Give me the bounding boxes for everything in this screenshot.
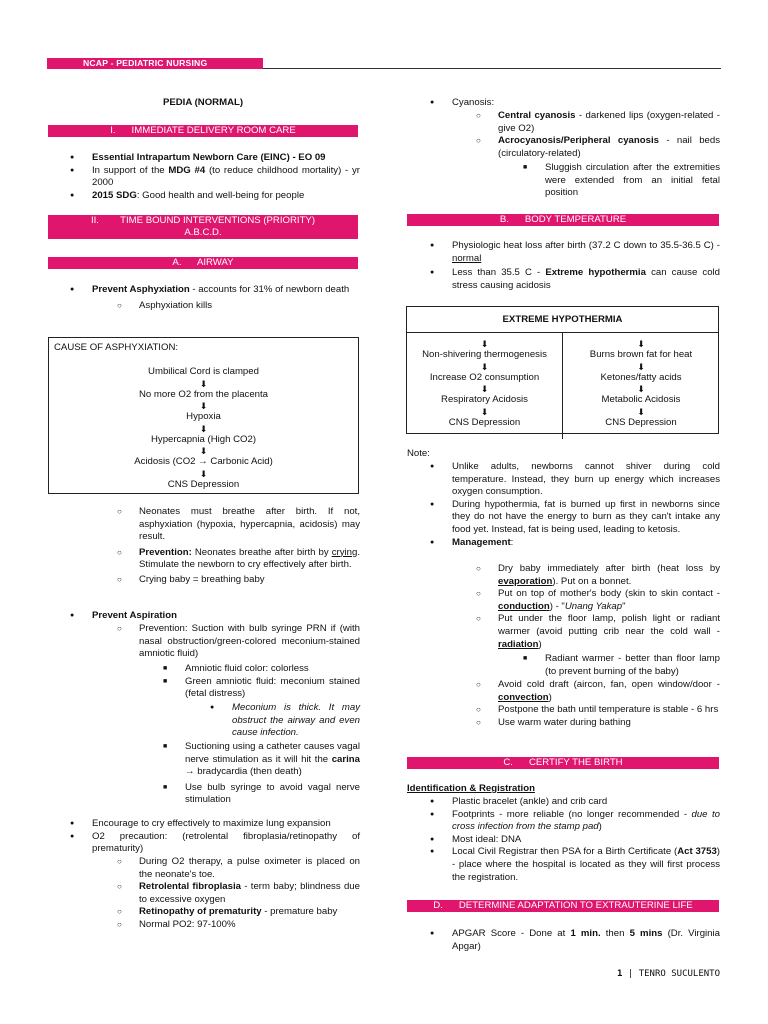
flow [49, 366, 358, 492]
list-item-text: Neonates breathe after birth by [191, 546, 332, 558]
down-arrow-icon: ⬇ [480, 406, 489, 417]
aspiration-list [92, 610, 360, 623]
list-item [139, 881, 360, 906]
list-item [498, 563, 720, 588]
neonate-list [139, 506, 360, 587]
list-item: ○ Use warm water during bathing [498, 717, 720, 730]
list-item: ■ Sluggish circulation after the extremities were extended from an initial fetal position [545, 162, 720, 200]
down-arrow-icon: ⬇ [637, 361, 645, 372]
page-title: PEDIA (NORMAL) [162, 97, 244, 108]
list-item [92, 610, 360, 623]
list-item-text: In support of the [92, 164, 169, 176]
list-item-text: - term baby; blindness due to excessive oxygen [139, 881, 360, 905]
list-item: ■ Radiant warmer - better than floor lamp (to prevent burning of the baby) [545, 653, 720, 678]
box-title: CAUSE OF ASPHYXIATION: [54, 342, 179, 353]
list-item-text: . Stimulate the newborn to cry effectively after birth. [139, 546, 360, 571]
list-item-text: Put under the floor lamp, polish light or radiant warmer (avoid putting crib near the cold wall - [498, 613, 720, 637]
list-item [92, 284, 360, 297]
list-item-underline: crying [331, 546, 358, 558]
list-item-text: ) [598, 821, 602, 833]
down-arrow-icon: ⬇ [199, 378, 208, 389]
list-item [498, 135, 720, 160]
list-item: ■ Amniotic fluid color: colorless [185, 663, 360, 676]
list-item-text: ) [538, 638, 542, 650]
list-item-text: (to reduce childhood mortality) - yr 2000 [92, 164, 360, 189]
list-item-text: Local Civil Registrar then PSA for a Birth Certificate ( [452, 846, 678, 858]
asphyxiation-list [92, 284, 360, 312]
note-list [452, 461, 720, 549]
section-heading-time-bound [48, 215, 358, 239]
flow-step: No more O2 from the placenta [138, 388, 269, 400]
list-item-bold: Prevent Aspiration [92, 610, 177, 621]
list-item [498, 588, 720, 613]
list-item-text: Put on top of mother's body (skin to skin contact - [498, 588, 720, 600]
flow-step: Acidosis (CO2 → Carbonic Acid) [134, 456, 273, 468]
list-item: ● Meconium is thick. It may obstruct the airway and even cause infection. [232, 702, 360, 740]
list-item: ● Most ideal: DNA [452, 834, 720, 847]
section-heading-text: B. BODY TEMPERATURE [499, 214, 627, 225]
list-item-bold: Acrocyanosis/Peripheral cyanosis [498, 135, 659, 147]
list-item: ○ Prevention: Suction with bulb syringe PRN if (with nasal obstruction/green-colored meconium-stained amniotic fluid) [139, 623, 360, 661]
list-item-text: (Dr. Virginia Apgar) [452, 928, 720, 952]
down-arrow-icon: ⬇ [637, 406, 645, 417]
section-heading-immediate-care [48, 125, 358, 137]
header-bar [47, 58, 263, 69]
down-arrow-icon: ⬇ [199, 446, 208, 457]
extreme-hypothermia-table [406, 306, 719, 434]
table-cell: Respiratory Acidosis [441, 394, 528, 406]
section-heading-text: A. AIRWAY [172, 257, 234, 268]
list-item: ● Unlike adults, newborns cannot shiver during cold temperature. Instead, they burn up energy which increases oxygen consumption. [452, 461, 720, 499]
identification-list [452, 796, 720, 884]
list-item-text: Footprints - more reliable (no longer recommended - [452, 808, 692, 820]
list-item: ○ During O2 therapy, a pulse oximeter is placed on the neonate's toe. [139, 856, 360, 881]
down-arrow-icon: ⬇ [199, 468, 208, 479]
einc-list [92, 152, 360, 202]
down-arrow-icon: ⬇ [637, 339, 645, 349]
list-item-text: APGAR Score - Done at [452, 928, 571, 939]
list-item-text: Avoid cold draft (aircon, fan, open window/door - [498, 679, 720, 690]
down-arrow-icon: ⬇ [199, 401, 208, 412]
o2-list [92, 818, 360, 856]
section-heading-airway [48, 257, 358, 269]
amniotic-sublist [185, 663, 360, 701]
list-item-underline: conduction [498, 600, 550, 612]
list-item [452, 537, 720, 550]
flow-step: Hypoxia [186, 411, 221, 423]
section-heading-text: D. DETERMINE ADAPTATION TO EXTRAUTERINE LIFE [433, 900, 693, 911]
list-item-text: then [600, 928, 630, 939]
list-item: ● During hypothermia, fat is burned up first in newborns since they do not have the energy to burn as they can't intake any food yet. Instead, fat is being used, leading to ketosis. [452, 499, 720, 537]
table-cell: Burns brown fat for heat [589, 349, 693, 360]
cyanosis-list [452, 97, 720, 110]
flow-step: Umbilical Cord is clamped [148, 366, 259, 377]
down-arrow-icon: ⬇ [480, 384, 489, 395]
table-column-left [407, 333, 562, 439]
table-column-right [562, 333, 719, 439]
list-item-text: - nail beds (circulatory-related) [498, 135, 720, 159]
list-item-bold: MDG #4 [168, 164, 206, 176]
list-item-underline: radiation [498, 638, 539, 650]
list-item [92, 165, 360, 190]
list-item-italic: Unang Yakap [564, 600, 623, 612]
section-heading-adaptation [407, 900, 719, 912]
section-heading-text: II. TIME BOUND INTERVENTIONS (PRIORITY) [90, 215, 316, 226]
list-item [452, 240, 720, 265]
list-item-underline: convection [498, 691, 549, 703]
list-item-bold: Central cyanosis [498, 110, 576, 121]
identification-title [407, 783, 535, 796]
section-heading-text: C. CERTIFY THE BIRTH [503, 757, 623, 768]
list-item [498, 613, 720, 651]
sluggish-note [545, 162, 720, 200]
table-cell: CNS Depression [448, 416, 521, 428]
section-heading-certify-birth [407, 757, 719, 769]
list-item-bold: Retinopathy of prematurity [139, 906, 262, 918]
list-item-bold: Retrolental fibroplasia [139, 881, 241, 893]
list-item: ● Plastic bracelet (ankle) and crib card [452, 796, 720, 809]
page-footer [617, 968, 720, 981]
management-sublist-2 [498, 679, 720, 729]
list-item [452, 846, 720, 884]
list-item-underline: evaporation [498, 575, 553, 587]
list-item-bold: Essential Intrapartum Newborn Care (EINC) - EO 09 [92, 152, 326, 163]
table-cell: CNS Depression [605, 416, 677, 428]
down-arrow-icon: ⬇ [199, 423, 208, 434]
list-item: ● Encourage to cry effectively to maximize lung expansion [92, 818, 360, 831]
cyanosis-sublist [498, 110, 720, 160]
note-label: Note: [407, 448, 430, 459]
list-item-text: Less than 35.5 C - [452, 267, 546, 279]
list-item-text: : [510, 536, 514, 548]
list-item-text: ). Put on a bonnet. [552, 575, 632, 587]
down-arrow-icon: ⬇ [480, 361, 489, 372]
list-item: ○ Normal PO2: 97-100% [139, 919, 360, 932]
list-item: ○ Crying baby = breathing baby [139, 574, 360, 587]
page-number: 1 [617, 969, 623, 979]
meconium-note [232, 702, 360, 740]
header-label: NCAP - PEDIATRIC NURSING [83, 58, 208, 68]
list-item [92, 190, 360, 203]
list-item-text: Physiologic heat loss after birth (37.2 C down to 35.5-36.5 C) - [452, 240, 720, 251]
list-item-bold: 1 min. [570, 928, 601, 939]
table-cell: Non-shivering thermogenesis [422, 349, 547, 360]
table-cell: Metabolic Acidosis [601, 394, 681, 406]
list-item [139, 547, 360, 572]
section-heading-body-temperature [407, 214, 719, 226]
list-item: ■ Green amniotic fluid: meconium stained (fetal distress) [185, 676, 360, 701]
list-item-italic: due to cross infection from the stamp pad [452, 808, 720, 833]
list-item-text: → bradycardia (then death) [185, 766, 302, 778]
list-item: ○ Asphyxiation kills [139, 300, 360, 313]
list-item: ○ Postpone the bath until temperature is stable - 6 hrs [498, 704, 720, 717]
list-item-text: ) - " [549, 600, 565, 612]
list-item [92, 152, 360, 165]
down-arrow-icon: ⬇ [480, 339, 489, 349]
list-item [452, 928, 720, 953]
flow-step: CNS Depression [167, 478, 240, 490]
footer-author: TENRO SUCULENTO [638, 969, 720, 979]
list-item-text: Dry baby immediately after birth (heat loss by [498, 563, 720, 574]
list-item [139, 906, 360, 919]
list-item-bold: Extreme hypothermia [545, 267, 646, 279]
apgar-list [452, 928, 720, 953]
list-item-text: can cause cold stress causing acidosis [452, 267, 721, 291]
list-item-bold: Act 3753 [677, 846, 717, 858]
list-item-text: ) - place where the hospital is located as they will first process the registration. [452, 846, 720, 883]
cause-of-asphyxiation-box [48, 337, 359, 494]
flow-step: Hypercapnia (High CO2) [150, 433, 257, 445]
table-title [407, 307, 718, 333]
list-item-bold: carina [331, 753, 360, 765]
section-heading-text: A.B.C.D. [184, 227, 222, 238]
list-item [498, 110, 720, 135]
list-item: ■ Use bulb syringe to avoid vagal nerve stimulation [185, 782, 360, 807]
list-item-text: Suctioning using a catheter causes vagal nerve stimulation as it will hit the [185, 741, 360, 765]
table-cell: Increase O2 consumption [429, 371, 540, 383]
section-heading-text: I. IMMEDIATE DELIVERY ROOM CARE [110, 125, 296, 136]
list-item: ● O2 precaution: (retrolental fibroplasia/retinopathy of prematurity) [92, 831, 360, 856]
list-item-text: : Good health and well-being for people [136, 189, 305, 201]
list-item: ○ Neonates must breathe after birth. If not, asphyxiation (hypoxia, hypercapnia, acidosis) may result. [139, 506, 360, 544]
o2-sublist [139, 856, 360, 932]
list-item-underline: normal [452, 252, 482, 264]
list-item-text: - accounts for 31% of newborn death [189, 284, 350, 295]
list-item-bold: Prevention: [139, 546, 192, 558]
list-item-bold: Prevent Asphyxiation [92, 284, 190, 295]
radiant-warmer-note [545, 653, 720, 678]
list-item-text: - premature baby [261, 906, 338, 918]
table-title-text: EXTREME HYPOTHERMIA [502, 314, 623, 325]
list-item-bold: Management [452, 536, 511, 548]
temperature-list [452, 240, 720, 292]
list-item-text: " [622, 600, 626, 612]
aspiration-sublist [139, 623, 360, 661]
suction-sublist [185, 741, 360, 807]
footer-separator: | [622, 969, 639, 979]
list-item [498, 679, 720, 704]
management-sublist [498, 563, 720, 651]
identification-title-text: Identification & Registration [407, 783, 535, 794]
down-arrow-icon: ⬇ [637, 384, 645, 395]
list-item-bold: 5 mins [629, 928, 663, 939]
header-rule [263, 68, 721, 69]
list-item [185, 741, 360, 779]
table-cell: Ketones/fatty acids [600, 371, 682, 383]
list-item: ● Cyanosis: [452, 97, 720, 110]
list-item-text: ) [548, 691, 552, 703]
list-item-bold: 2015 SDG [92, 189, 137, 201]
list-item-text: - darkened lips (oxygen-related - give O2) [498, 110, 720, 134]
list-item [452, 809, 720, 834]
list-item [452, 267, 720, 292]
